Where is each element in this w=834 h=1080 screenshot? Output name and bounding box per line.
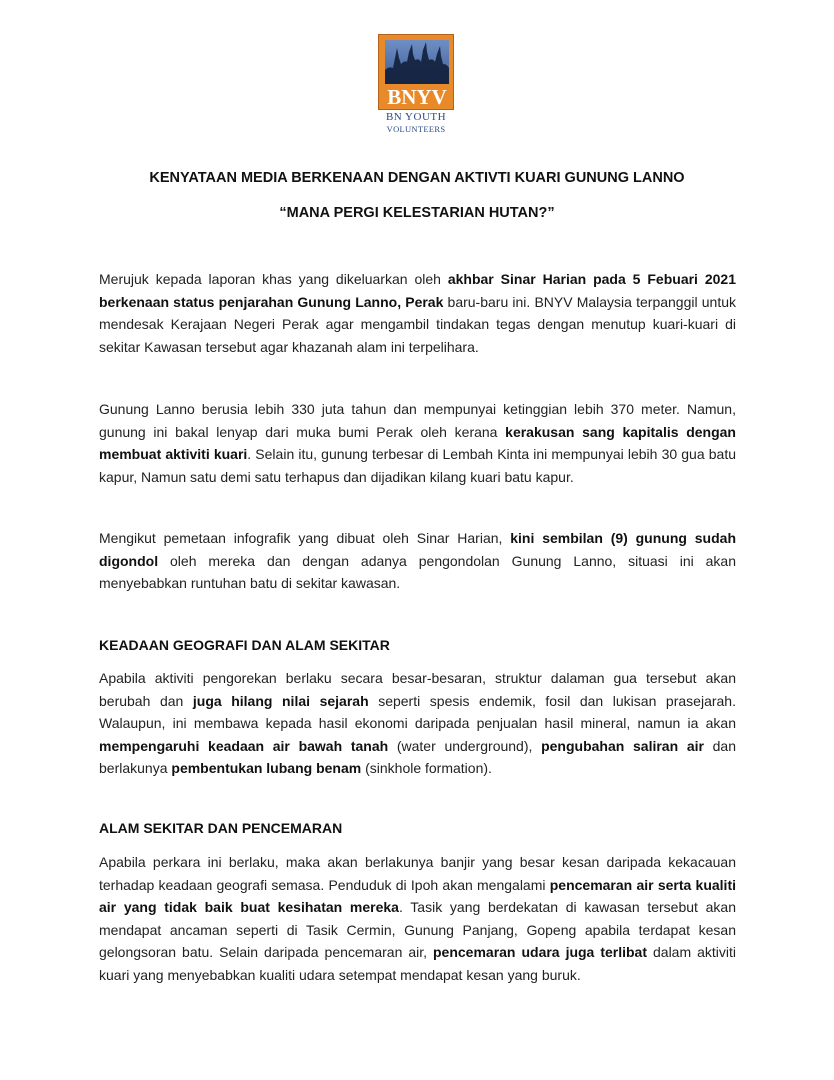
volunteers-silhouette-icon [385,40,449,84]
text-run: . Selain itu, gunung terbesar di Lembah Kinta ini mempunyai lebih 30 gua batu kapur, Namun satu demi satu terhapus dan dijadikan kilang kuari batu kapur. [99,446,736,485]
bold-text-run: akhbar Sinar Harian pada 5 Febuari 2021 berkenaan status penjarahan Gunung Lanno, Perak [99,271,737,310]
text-run: Merujuk kepada laporan khas yang dikeluarkan oleh [99,271,448,287]
bnyv-logo [378,34,454,136]
text-run: Apabila aktiviti pengorekan berlaku secara besar-besaran, struktur dalaman gua tersebut akan berubah dan [99,670,736,709]
paragraph-4 [99,667,736,780]
text-run: . Tasik yang berdekatan di kawasan tersebut akan mendapat ancaman seperti di Tasik Cermin, Gunung Panjang, Gopeng apabila terdapat kesan gelongsoran batu. Selain daripada pencemaran air, [99,899,736,960]
logo-mark-text: BNYV [387,85,447,109]
text-run: (sinkhole formation). [361,760,492,776]
text-run: Apabila perkara ini berlaku, maka akan berlakunya banjir yang besar kesan daripada kekacauan terhadap keadaan geografi semasa. Penduduk di Ipoh akan mengalami [99,854,736,893]
text-run: Mengikut pemetaan infografik yang dibuat oleh Sinar Harian, [99,530,511,546]
paragraph-1 [99,268,736,358]
document-title: KENYATAAN MEDIA BERKENAAN DENGAN AKTIVTI KUARI GUNUNG LANNO [149,170,685,186]
logo-subtitle-line-1: BN YOUTH [385,111,447,123]
text-run: Gunung Lanno berusia lebih 330 juta tahun dan mempunyai ketinggian lebih 370 meter. Namun, gunung ini bakal lenyap dari muka bumi Perak oleh kerana [99,401,736,440]
text-run: (water underground), [388,737,542,754]
bold-text-run: kerakusan sang kapitalis dengan membuat aktiviti kuari [99,423,736,462]
text-run: seperti spesis endemik, fosil dan lukisan prasejarah. Walaupun, ini membawa kepada hasil ekonomi daripada penjualan hasil mineral, namun ia akan [99,692,736,731]
paragraph-5 [99,851,736,986]
bold-text-run: pencemaran air serta kualiti air yang tidak baik buat kesihatan mereka [99,876,736,915]
text-run: dalam aktiviti kuari yang menyebabkan kualiti udara setempat mendapat kesan yang buruk. [99,944,737,983]
section-heading-pencemaran: ALAM SEKITAR DAN PENCEMARAN [99,820,343,836]
logo-subtitle-line-2: VOLUNTEERS [386,124,446,134]
bold-text-run: pencemaran udara juga terlibat [433,944,648,960]
text-run: oleh mereka dan dengan adanya pengondolan Gunung Lanno, situasi ini akan menyebabkan runtuhan batu di sekitar kawasan. [99,552,736,591]
bold-text-run: pembentukan lubang benam [171,760,362,776]
bold-text-run: mempengaruhi keadaan air bawah tanah [99,737,389,754]
bold-text-run: pengubahan saliran air [541,737,704,754]
section-heading-geografi: KEADAAN GEOGRAFI DAN ALAM SEKITAR [99,637,390,653]
bold-text-run: kini sembilan (9) gunung sudah digondol [99,530,736,569]
document-subtitle: “MANA PERGI KELESTARIAN HUTAN?” [279,205,555,221]
text-run: dan berlakunya [99,737,736,776]
text-run: baru-baru ini. BNYV Malaysia terpanggil untuk mendesak Kerajaan Negeri Perak agar mengambil tindakan tegas dengan menutup kuari-kuari di sekitar Kawasan tersebut agar khazanah alam ini terpelihara. [99,293,736,355]
paragraph-3 [99,527,736,595]
paragraph-2 [99,398,736,488]
bold-text-run: juga hilang nilai sejarah [192,692,369,709]
logo-emblem [378,34,454,110]
